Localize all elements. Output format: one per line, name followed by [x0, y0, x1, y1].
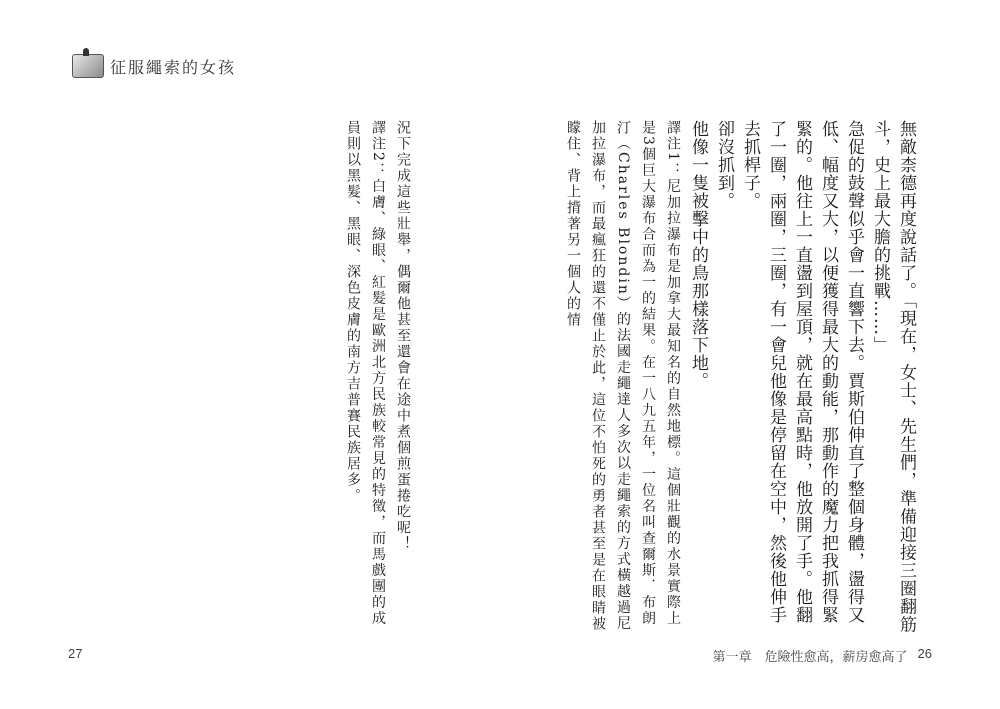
- book-title: 征服繩索的女孩: [110, 57, 237, 77]
- right-page: [560, 120, 916, 640]
- paragraph-1: 無敵柰德再度說話了。「現在，女士、先生們，準備迎接三圈翻筋斗，史上最大膽的挑戰……」: [870, 120, 916, 634]
- chapter-title: 第一章 危險性愈高，薪房愈高了: [712, 649, 908, 664]
- paragraph-4: 他像一隻被擊中的鳥那樣落下地。: [688, 120, 708, 390]
- left-page-text: [340, 120, 415, 640]
- right-page-text: [560, 120, 919, 640]
- book-header: [72, 54, 236, 78]
- translator-note-2: 譯注2：白膚、綠眼、紅髮是歐洲北方民族較常見的特徵，而馬戲團的成員則以黑髮、黑眼、深色皮膚的南方吉普賽民族居多。: [345, 120, 386, 627]
- book-logo-icon: [72, 54, 104, 78]
- right-footer: [713, 646, 932, 665]
- translator-note-1-cont: 況下完成這些壯舉，偶爾他甚至還會在途中煮個煎蛋捲吃呢！: [395, 120, 411, 552]
- translator-note-1: 譯注1：尼加拉瀑布是加拿大最知名的自然地標。這個壯觀的水景實際上是3個巨大瀑布合而為一的結果。在一八九五年，一位名叫查爾斯．布朗汀（Charles Blondin）的法國走繩達人多次以走繩索的方式橫越過尼加拉瀑布，而最瘋狂的還不僅止於此，這位不怕死的勇者甚至是在眼睛被矇住、背上揹著另一個人的情: [565, 120, 681, 632]
- left-page-number: 27: [68, 646, 83, 661]
- paragraph-2: 急促的鼓聲似乎會一直響下去。賈斯伯伸直了整個身體，盪得又低、幅度又大，以便獲得最大的動能，那動作的魔力把我抓得緊緊的。他往上一直盪到屋頂，就在最高點時，他放開了手。他翻了一圈，兩圈，三圈，有一會兒他像是停留在空中，然後他伸手去抓桿子。: [740, 120, 864, 624]
- paragraph-3: 卻沒抓到。: [714, 120, 734, 210]
- left-page: [340, 120, 420, 640]
- right-page-number: 26: [917, 646, 932, 661]
